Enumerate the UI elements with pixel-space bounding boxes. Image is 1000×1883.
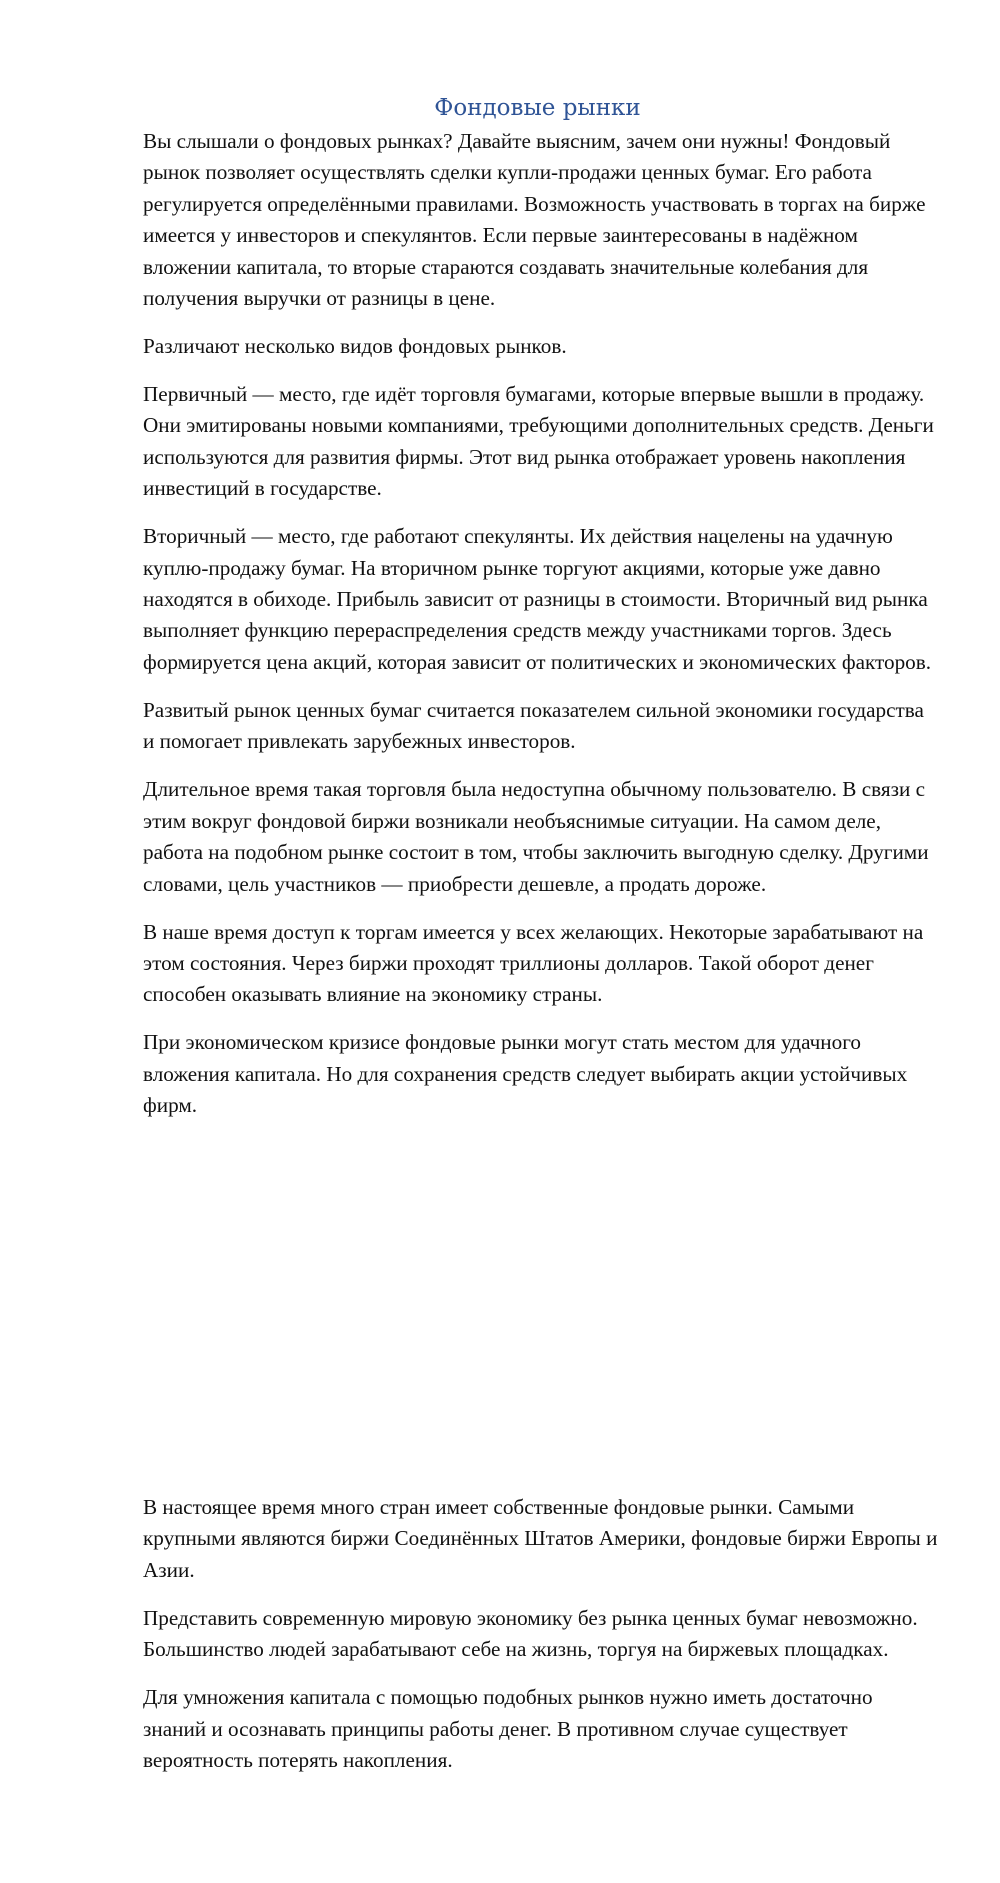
paragraph-intro: Вы слышали о фондовых рынках? Давайте выясним, зачем они нужны! Фондовый рынок позволяет осуществлять сделки купли-продажи ценных бумаг. Его работа регулируется определёнными правилами. Возможность участвовать в торгах на бирже имеется у инвесторов и спекулянтов. Если первые заинтересованы в надёжном вложении капитала, то вторые стараются создавать значительные колебания для получения выручки от разницы в цене. [143,129,926,311]
paragraph-countries: В настоящее время много стран имеет собственные фондовые рынки. Самыми крупными являются биржи Соединённых Штатов Америки, фондовые биржи Европы и Азии. [143,1495,938,1582]
paragraph-developed-market: Развитый рынок ценных бумаг считается показателем сильной экономики государства и помогает привлекать зарубежных инвесторов. [143,697,924,754]
document-body-upper [143,126,940,1138]
paragraph-secondary-market: Вторичный — место, где работают спекулянты. Их действия нацелены на удачную куплю-продажу бумаг. На вторичном рынке торгуют акциями, которые уже давно находятся в обиходе. Прибыль зависит от разницы в стоимости. Вторичный вид рынка выполняет функцию перераспределения средств между участниками торгов. Здесь формируется цена акций, которая зависит от политических и экономических факторов. [143,524,932,674]
paragraph-crisis: При экономическом кризисе фондовые рынки могут стать местом для удачного вложения капитала. Но для сохранения средств следует выбирать акции устойчивых фирм. [143,1030,908,1118]
paragraph-modern-economy: Представить современную мировую экономику без рынка ценных бумаг невозможно. Большинство людей зарабатывают себе на жизнь, торгуя на биржевых площадках. [143,1605,918,1662]
document-title: Фондовые рынки [434,95,641,121]
paragraph-access: В наше время доступ к торгам имеется у всех желающих. Некоторые зарабатывают на этом состояния. Через биржи проходят триллионы долларов. Такой оборот денег способен оказывать влияние на экономику страны. [143,919,924,1007]
paragraph-history: Длительное время такая торговля была недоступна обычному пользователю. В связи с этим вокруг фондовой биржи возникали необъяснимые ситуации. На самом деле, работа на подобном рынке состоит в том, чтобы заключить выгодную сделку. Другими словами, цель участников — приобрести дешевле, а продать дороже. [143,777,929,896]
paragraph-types: Различают несколько видов фондовых рынков. [143,334,567,359]
paragraph-primary-market: Первичный — место, где идёт торговля бумагами, которые впервые вышли в продажу. Они эмитированы новыми компаниями, требующими дополнительных средств. Деньги используются для развития фирмы. Этот вид рынка отображает уровень накопления инвестиций в государстве. [143,382,934,501]
document-body-lower [143,1492,940,1793]
paragraph-knowledge: Для умножения капитала с помощью подобных рынков нужно иметь достаточно знаний и осознавать принципы работы денег. В противном случае существует вероятность потерять накопления. [143,1685,873,1773]
